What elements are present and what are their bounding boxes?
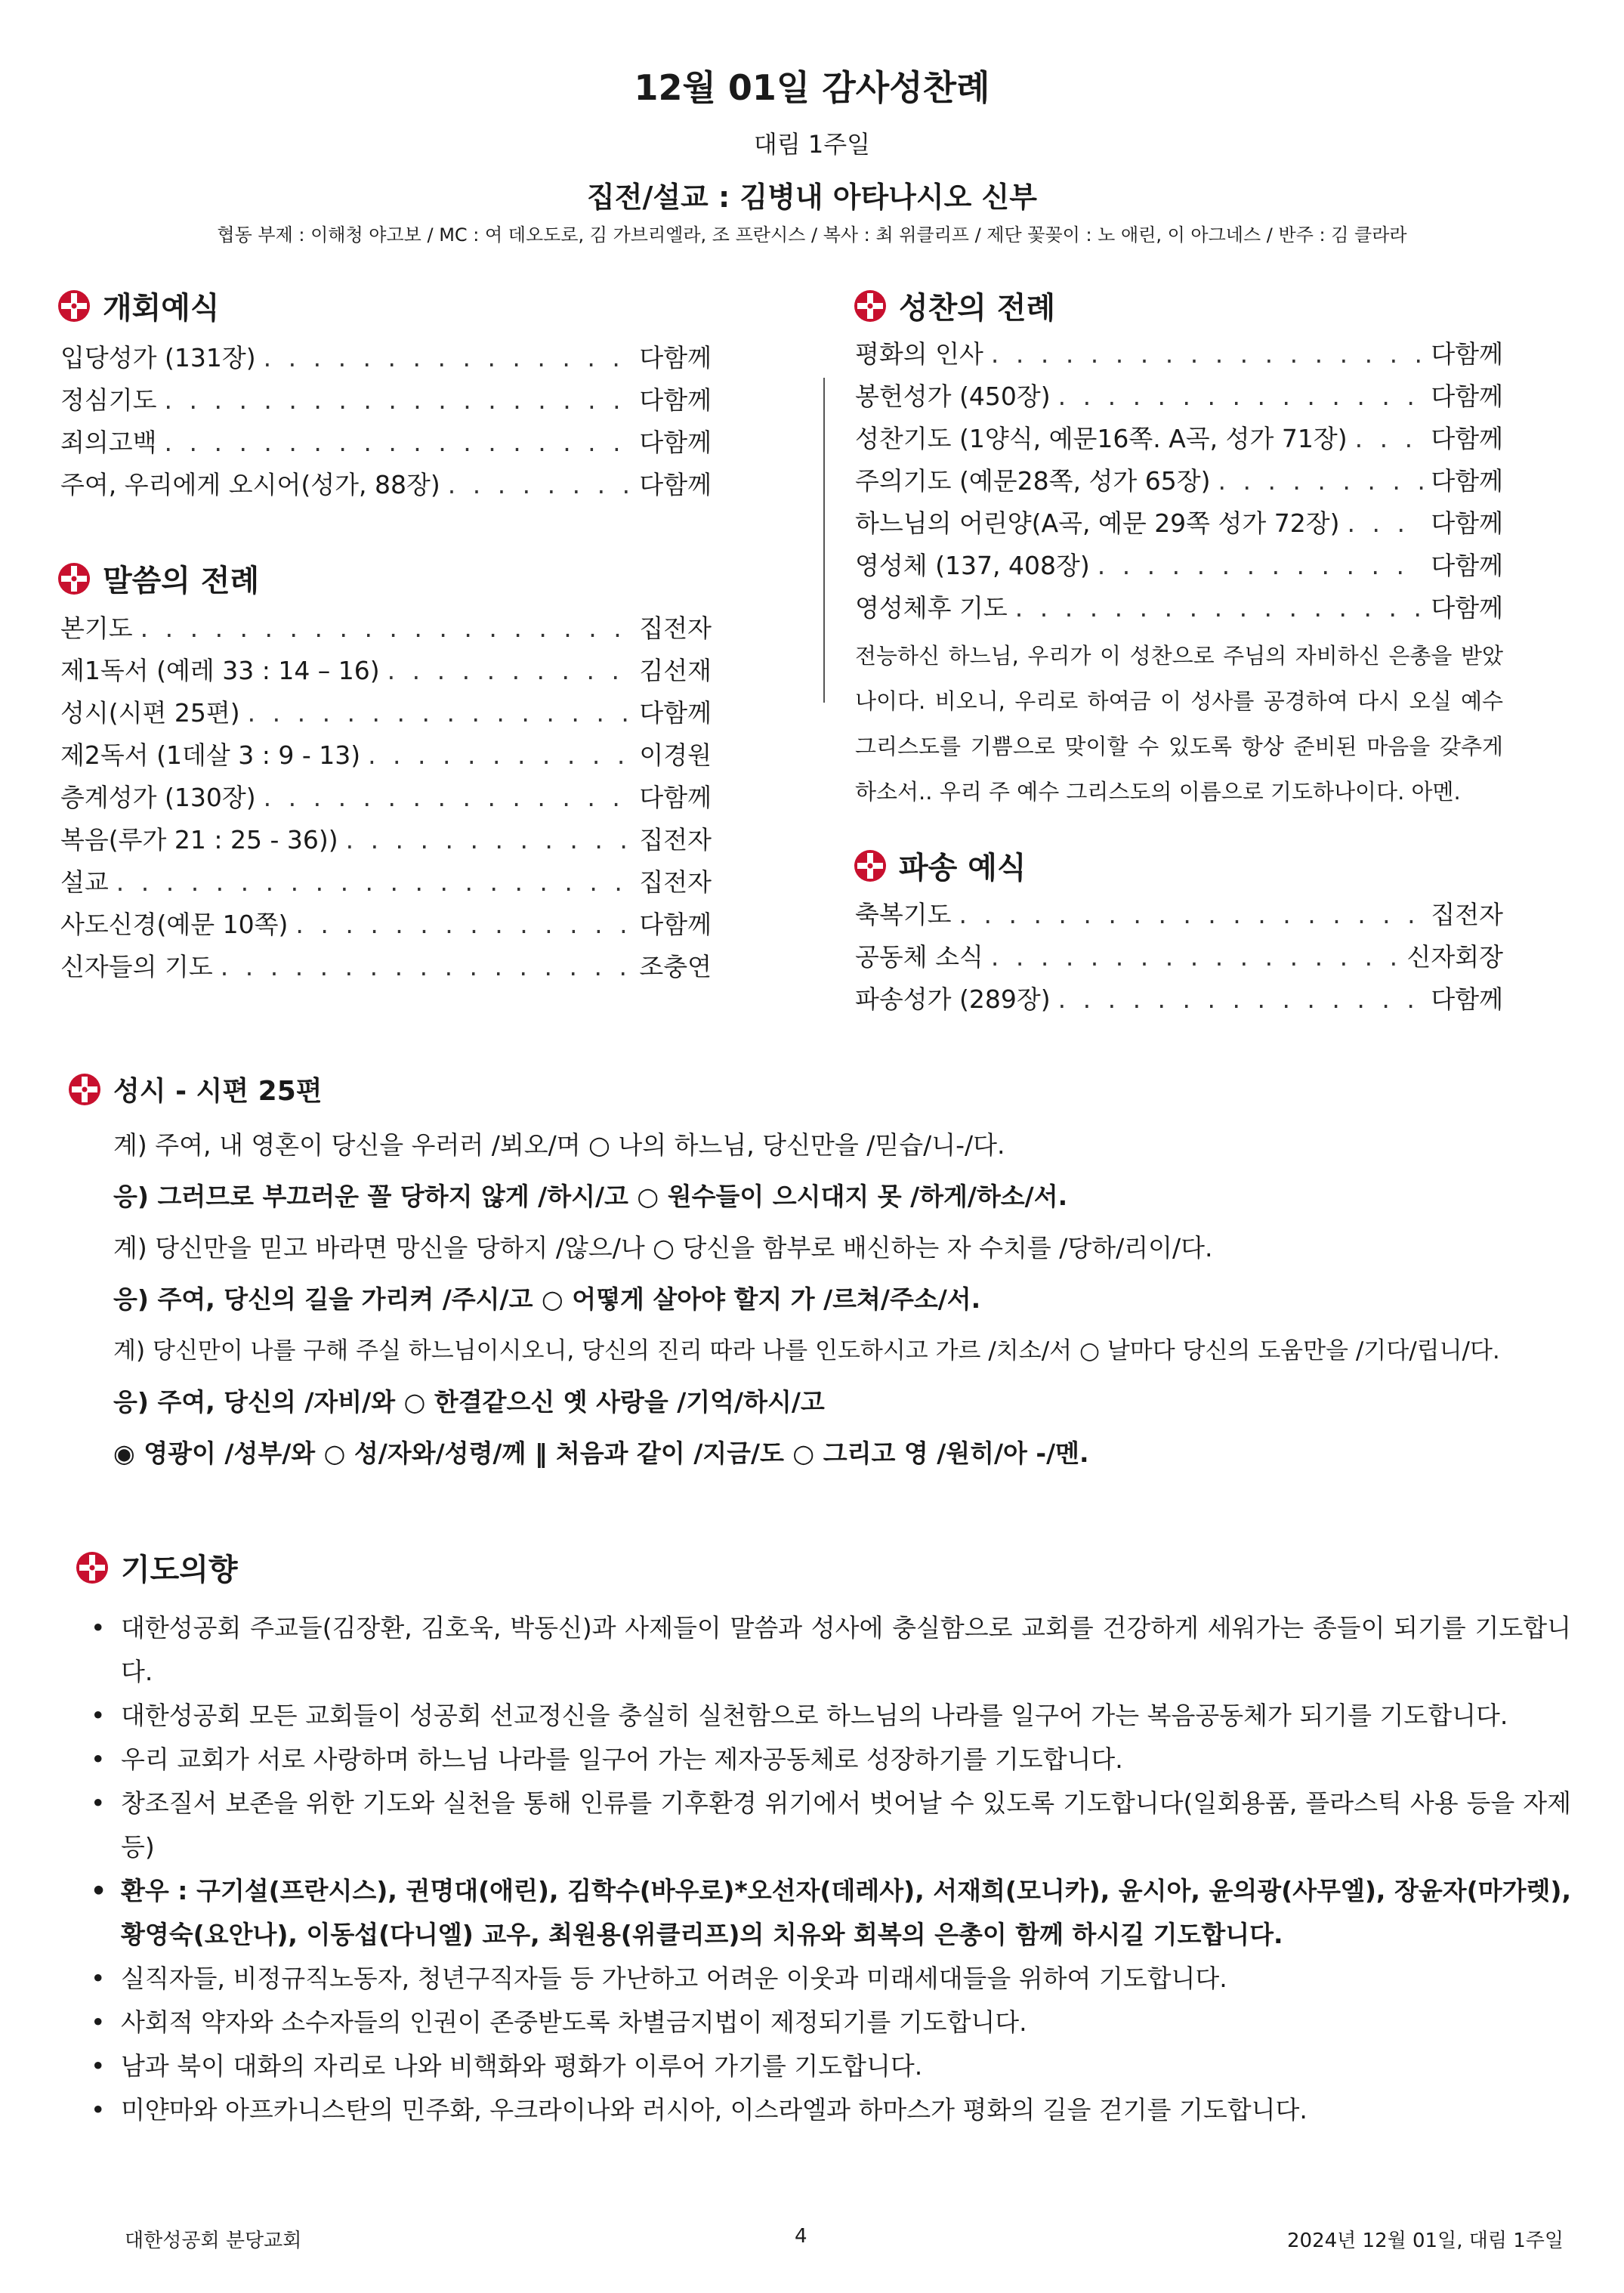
list-item: • 사회적 약자와 소수자들의 인권이 존중받도록 차별금지법이 제정되기를 기도합니다.	[91, 2001, 1571, 2044]
list-item	[855, 377, 1503, 419]
dismissal-heading-label: 파송 예식	[899, 851, 1027, 885]
eucharist-heading-label: 성찬의 전례	[899, 291, 1056, 326]
item-label: 축복기도	[855, 900, 952, 929]
cross-icon	[68, 1073, 101, 1106]
leader-dots	[1348, 508, 1424, 538]
cross-icon	[57, 562, 91, 595]
leader-dots	[959, 900, 1424, 929]
item-label: 영성체 (137, 408장)	[855, 551, 1090, 580]
item-role: 다함께	[1431, 593, 1503, 623]
list-item	[60, 338, 712, 381]
item-label: 평화의 인사	[855, 339, 983, 369]
item-role: 다함께	[1431, 551, 1503, 580]
footer-church: 대한성공회 분당교회	[125, 2230, 302, 2252]
list-item	[60, 736, 712, 778]
leader-dots	[1098, 551, 1424, 580]
list-item: • 대한성공회 주교들(김장환, 김호욱, 박동신)과 사제들이 말씀과 성사에 충실함으로 교회를 건강하게 세워가는 종들이 되기를 기도합니다.	[91, 1606, 1571, 1694]
item-role: 집전자	[639, 613, 712, 643]
item-label: 층계성가 (130장)	[60, 783, 256, 812]
list-item: • 실직자들, 비정규직노동자, 청년구직자들 등 가난하고 어려운 이웃과 미래세대들을 위하여 기도합니다.	[91, 1957, 1571, 2001]
leader-dots	[264, 783, 632, 812]
leader-dots	[346, 825, 632, 854]
item-label: 설교	[60, 867, 109, 897]
item-role: 다함께	[639, 910, 712, 939]
intentions-heading-label: 기도의향	[121, 1553, 238, 1587]
post-communion-prayer: 전능하신 하느님, 우리가 이 성찬으로 주님의 자비하신 은총을 받았나이다. 비오니, 우리로 하여금 이 성사를 공경하여 다시 오실 예수 그리스도를 기쁨으로 맞이할 수 있도록 항상 준비된 마음을 갖추게 하소서.. 우리 주 예수 그리스도의 이름으로 기도하나이다. 아멘.	[855, 643, 1503, 805]
list-item: • 환우 : 구기설(프란시스), 권명대(애린), 김학수(바우로)*오선자(데레사), 서재희(모니카), 윤시아, 윤의광(사무엘), 장윤자(마가렛), 황영숙(요안나), 이동섭(다니엘) 교우, 최원용(위클리프)의 치유와 회복의 은총이 함께 하시길 기도합니다.	[91, 1869, 1571, 1957]
item-label: 죄의고백	[60, 428, 157, 457]
item-label: 복음(루가 21 : 25 - 36))	[60, 825, 338, 854]
intentions-heading	[76, 1546, 238, 1589]
item-label: 사도신경(예문 10쪽)	[60, 910, 289, 939]
list-item	[60, 609, 712, 651]
psalm-heading	[68, 1070, 323, 1108]
page-number: 4	[795, 2225, 807, 2248]
leader-dots	[1218, 466, 1423, 496]
item-label: 본기도	[60, 613, 133, 643]
item-role: 다함께	[1431, 382, 1503, 411]
item-label: 파송성가 (289장)	[855, 984, 1051, 1014]
dismissal-heading	[854, 844, 1027, 887]
item-role: 다함께	[639, 385, 712, 415]
officiant-line: 집전/설교 : 김병내 아타나시오 신부	[587, 181, 1037, 214]
item-role: 다함께	[639, 428, 712, 457]
item-role: 다함께	[639, 783, 712, 812]
list-item	[855, 504, 1503, 546]
item-role: 김선재	[639, 656, 712, 685]
opening-heading-label: 개회예식	[103, 291, 220, 326]
list-item	[855, 938, 1503, 980]
list-item	[60, 820, 712, 863]
list-item: • 남과 북이 대화의 자리로 나와 비핵화와 평화가 이루어 가기를 기도합니다.	[91, 2044, 1571, 2088]
item-label: 정심기도	[60, 385, 157, 415]
eucharist-heading	[854, 284, 1055, 327]
word-heading-label: 말씀의 전례	[103, 564, 260, 598]
footer-date: 2024년 12월 01일, 대림 1주일	[1286, 2230, 1564, 2252]
psalm-line: 계) 당신만이 나를 구해 주실 하느님이시오니, 당신의 진리 따라 나를 인도하시고 가르 /치소/서 ○ 날마다 당신의 도움만을 /기다/립니/다.	[113, 1337, 1500, 1364]
psalm-line: 응) 주여, 당신의 /자비/와 ○ 한결같으신 옛 사랑을 /기억/하시/고	[113, 1387, 825, 1417]
item-label: 신자들의 기도	[60, 952, 213, 981]
psalm-line: ◉ 영광이 /성부/와 ○ 성/자와/성령/께 ‖ 처음과 같이 /지금/도 ○ 그리고 영 /원히/아 -/멘.	[113, 1439, 1089, 1468]
list-item	[60, 423, 712, 465]
list-item	[60, 381, 712, 423]
leader-dots	[387, 656, 632, 685]
item-role: 다함께	[639, 343, 712, 372]
leader-dots	[221, 952, 632, 981]
psalm-heading-label: 성시 - 시편 25편	[113, 1076, 323, 1107]
item-role: 다함께	[639, 470, 712, 499]
leader-dots	[991, 942, 1400, 972]
dismissal-list	[855, 895, 1503, 1022]
liturgical-day: 대림 1주일	[753, 130, 871, 159]
item-label: 공동체 소식	[855, 942, 983, 972]
list-item: • 창조질서 보존을 위한 기도와 실천을 통해 인류를 기후환경 위기에서 벗어날 수 있도록 기도합니다(일회용품, 플라스틱 사용 등을 자제 등)	[91, 1782, 1571, 1869]
leader-dots	[295, 910, 631, 939]
word-list	[60, 609, 712, 990]
leader-dots	[1058, 984, 1424, 1014]
leader-dots	[165, 385, 632, 415]
eucharist-list	[855, 335, 1503, 631]
item-role: 이경원	[639, 740, 712, 770]
item-label: 성찬기도 (1양식, 예문16쪽. A곡, 성가 71장)	[855, 424, 1348, 453]
leader-dots	[368, 740, 631, 770]
item-label: 주의기도 (예문28쪽, 성가 65장)	[855, 466, 1211, 496]
list-item	[60, 465, 712, 508]
opening-heading	[57, 284, 220, 327]
list-item: • 우리 교회가 서로 사랑하며 하느님 나라를 일구어 가는 제자공동체로 성장하기를 기도합니다.	[91, 1738, 1571, 1782]
leader-dots	[448, 470, 632, 499]
cross-icon	[57, 289, 91, 323]
item-label: 입당성가 (131장)	[60, 343, 256, 372]
item-label: 제1독서 (예레 33 : 14 – 16)	[60, 656, 380, 685]
page-title: 12월 01일 감사성찬례	[634, 67, 990, 108]
item-role: 다함께	[1431, 984, 1503, 1014]
item-role: 조충연	[639, 952, 712, 981]
leader-dots	[1015, 593, 1424, 623]
item-role: 집전자	[1431, 900, 1503, 929]
item-label: 하느님의 어린양(A곡, 예문 29쪽 성가 72장)	[855, 508, 1340, 538]
intentions-list	[91, 1606, 1571, 2132]
leader-dots	[248, 698, 632, 728]
list-item	[855, 895, 1503, 938]
leader-dots	[264, 343, 632, 372]
list-item	[855, 419, 1503, 462]
psalm-line: 응) 그러므로 부끄러운 꼴 당하지 않게 /하시/고 ○ 원수들이 으시대지 못 /하게/하소/서.	[113, 1182, 1068, 1211]
list-item	[60, 905, 712, 947]
list-item	[60, 947, 712, 990]
list-item	[855, 335, 1503, 377]
item-label: 영성체후 기도	[855, 593, 1008, 623]
list-item	[855, 980, 1503, 1022]
cross-icon	[76, 1551, 109, 1584]
leader-dots	[1058, 382, 1424, 411]
item-role: 다함께	[1431, 508, 1503, 538]
cross-icon	[854, 289, 887, 323]
psalm-text	[113, 1126, 1548, 1485]
item-role: 집전자	[639, 825, 712, 854]
leader-dots	[140, 613, 632, 643]
leader-dots	[1355, 424, 1424, 453]
list-item	[855, 462, 1503, 504]
psalm-line: 계) 주여, 내 영혼이 당신을 우러러 /뵈오/며 ○ 나의 하느님, 당신만을 /믿습/니-/다.	[113, 1130, 1005, 1160]
list-item	[60, 651, 712, 694]
list-item	[855, 589, 1503, 631]
item-label: 주여, 우리에게 오시어(성가, 88장)	[60, 470, 440, 499]
leader-dots	[116, 867, 632, 897]
column-divider	[823, 378, 825, 703]
list-item	[60, 694, 712, 736]
item-role: 다함께	[1431, 466, 1503, 496]
cross-icon	[854, 849, 887, 882]
leader-dots	[165, 428, 632, 457]
item-label: 성시(시편 25편)	[60, 698, 240, 728]
word-heading	[57, 557, 259, 600]
psalm-line: 계) 당신만을 믿고 바라면 망신을 당하지 /않으/나 ○ 당신을 함부로 배신하는 자 수치를 /당하/리이/다.	[113, 1233, 1213, 1262]
item-label: 봉헌성가 (450장)	[855, 382, 1051, 411]
item-role: 다함께	[639, 698, 712, 728]
item-role: 다함께	[1431, 339, 1503, 369]
item-label: 제2독서 (1데살 3 : 9 - 13)	[60, 740, 361, 770]
item-role: 집전자	[639, 867, 712, 897]
psalm-line: 응) 주여, 당신의 길을 가리켜 /주시/고 ○ 어떻게 살아야 할지 가 /르쳐/주소/서.	[113, 1284, 981, 1314]
list-item: • 대한성공회 모든 교회들이 성공회 선교정신을 충실히 실천함으로 하느님의 나라를 일구어 가는 복음공동체가 되기를 기도합니다.	[91, 1694, 1571, 1738]
item-role: 신자회장	[1406, 942, 1503, 972]
list-item	[60, 778, 712, 820]
list-item	[60, 863, 712, 905]
ministry-roles: 협동 부제 : 이해청 야고보 / MC : 여 데오도로, 김 가브리엘라, 조 프란시스 / 복사 : 최 위클리프 / 제단 꽃꽂이 : 노 애린, 이 아그네스 / 반주 : 김 클라라	[217, 224, 1407, 246]
list-item: • 미얀마와 아프카니스탄의 민주화, 우크라이나와 러시아, 이스라엘과 하마스가 평화의 길을 걷기를 기도합니다.	[91, 2088, 1571, 2132]
item-role: 다함께	[1431, 424, 1503, 453]
opening-list	[60, 338, 712, 508]
leader-dots	[991, 339, 1423, 369]
list-item	[855, 546, 1503, 589]
